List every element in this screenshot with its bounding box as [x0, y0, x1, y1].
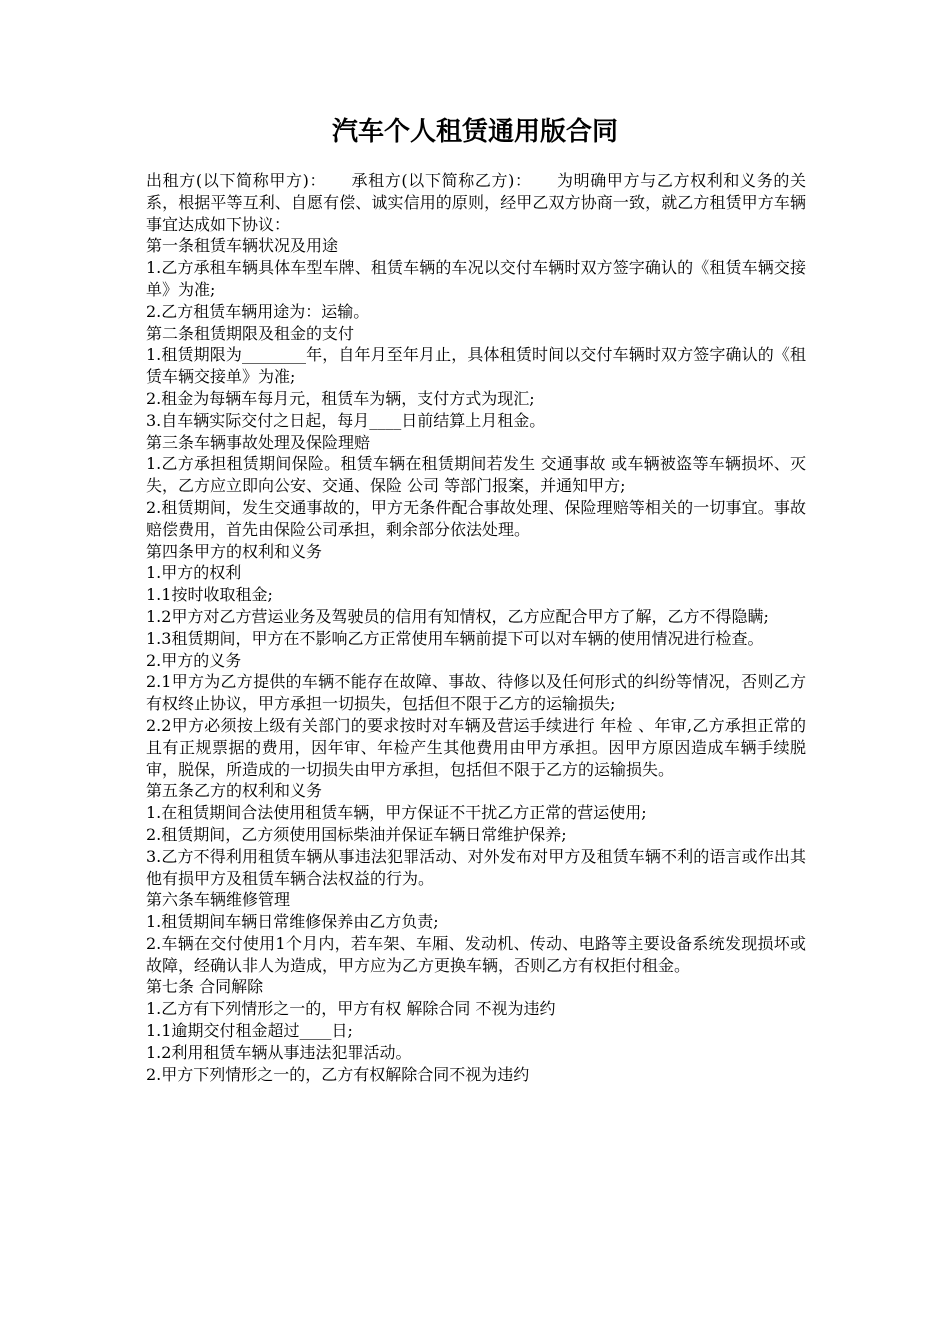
clause-paragraph: 2.租赁期间，乙方须使用国标柴油并保证车辆日常维护保养;: [146, 824, 567, 844]
clause-paragraph: 1.在租赁期间合法使用租赁车辆，甲方保证不干扰乙方正常的营运使用;: [146, 803, 647, 823]
clause-paragraph: 1.2利用租赁车辆从事违法犯罪活动。: [146, 1042, 412, 1062]
intro-paragraph: 出租方(以下简称甲方)： 承租方(以下简称乙方)： 为明确甲方与乙方权利和义务的关系，根据平等互利、自愿有偿、诚实信用的原则，经甲乙双方协商一致，就乙方租赁甲方车辆事宜达成如下协议：: [146, 171, 806, 234]
clause-paragraph: 2.租金为每辆车每月元，租赁车为辆，支付方式为现汇;: [146, 388, 535, 408]
clause-paragraph: 1.乙方承租车辆具体车型车牌、租赁车辆的车况以交付车辆时双方签字确认的《租赁车辆交接单》为准;: [146, 258, 806, 299]
clause-paragraph: 2.乙方租赁车辆用途为：运输。: [146, 301, 370, 321]
document-body: [146, 170, 806, 1085]
clause-paragraph: 1.1逾期交付租金超过____日;: [146, 1021, 353, 1041]
clause-paragraph: 1.1按时收取租金;: [146, 585, 273, 605]
document-title: 汽车个人租赁通用版合同: [331, 117, 618, 147]
clause-paragraph: 1.乙方有下列情形之一的，甲方有权 解除合同 不视为违约: [146, 999, 556, 1019]
clause-paragraph: 1.甲方的权利: [146, 563, 242, 583]
section-heading: 第二条租赁期限及租金的支付: [146, 323, 355, 343]
clause-paragraph: 2.车辆在交付使用1个月内，若车架、车厢、发动机、传动、电路等主要设备系统发现损坏或故障，经确认非人为造成，甲方应为乙方更换车辆，否则乙方有权拒付租金。: [146, 933, 806, 975]
section-heading: 第七条 合同解除: [146, 977, 264, 997]
clause-paragraph: 1.乙方承担租赁期间保险。租赁车辆在租赁期间若发生 交通事故 或车辆被盗等车辆损坏、灭失，乙方应立即向公安、交通、保险 公司 等部门报案，并通知甲方;: [146, 454, 806, 496]
clause-paragraph: 3.乙方不得利用租赁车辆从事违法犯罪活动、对外发布对甲方及租赁车辆不利的语言或作出其他有损甲方及租赁车辆合法权益的行为。: [146, 846, 806, 888]
clause-paragraph: 2.甲方的义务: [146, 650, 242, 670]
section-heading: 第三条车辆事故处理及保险理赔: [146, 432, 371, 452]
clause-paragraph: 2.租赁期间，发生交通事故的，甲方无条件配合事故处理、保险理赔等相关的一切事宜。事故赔偿费用，首先由保险公司承担，剩余部分依法处理。: [146, 497, 806, 539]
section-heading: 第六条车辆维修管理: [146, 890, 291, 910]
clause-paragraph: 2.2甲方必须按上级有关部门的要求按时对车辆及营运手续进行 年检 、年审,乙方承担正常的且有正规票据的费用，因年审、年检产生其他费用由甲方承担。因甲方原因造成车辆手续脱审，脱保，所造成的一切损失由甲方承担，包括但不限于乙方的运输损失。: [146, 715, 806, 779]
section-heading: 第五条乙方的权利和义务: [146, 781, 323, 801]
clause-paragraph: 2.甲方下列情形之一的，乙方有权解除合同不视为违约: [146, 1064, 530, 1084]
clause-paragraph: 1.3租赁期间，甲方在不影响乙方正常使用车辆前提下可以对车辆的使用情况进行检查。: [146, 628, 764, 648]
clause-paragraph: 1.2甲方对乙方营运业务及驾驶员的信用有知情权，乙方应配合甲方了解，乙方不得隐瞒;: [146, 606, 769, 626]
clause-paragraph: 2.1甲方为乙方提供的车辆不能存在故障、事故、待修以及任何形式的纠纷等情况，否则乙方有权终止协议，甲方承担一切损失，包括但不限于乙方的运输损失;: [146, 672, 806, 714]
section-heading: 第一条租赁车辆状况及用途: [146, 236, 339, 256]
clause-paragraph: 3.自车辆实际交付之日起，每月____日前结算上月租金。: [146, 410, 546, 430]
clause-paragraph: 1.租赁期限为________年，自年月至年月止，具体租赁时间以交付车辆时双方签字确认的《租赁车辆交接单》为准;: [146, 345, 806, 387]
section-heading: 第四条甲方的权利和义务: [146, 541, 323, 561]
clause-paragraph: 1.租赁期间车辆日常维修保养由乙方负责;: [146, 912, 439, 932]
